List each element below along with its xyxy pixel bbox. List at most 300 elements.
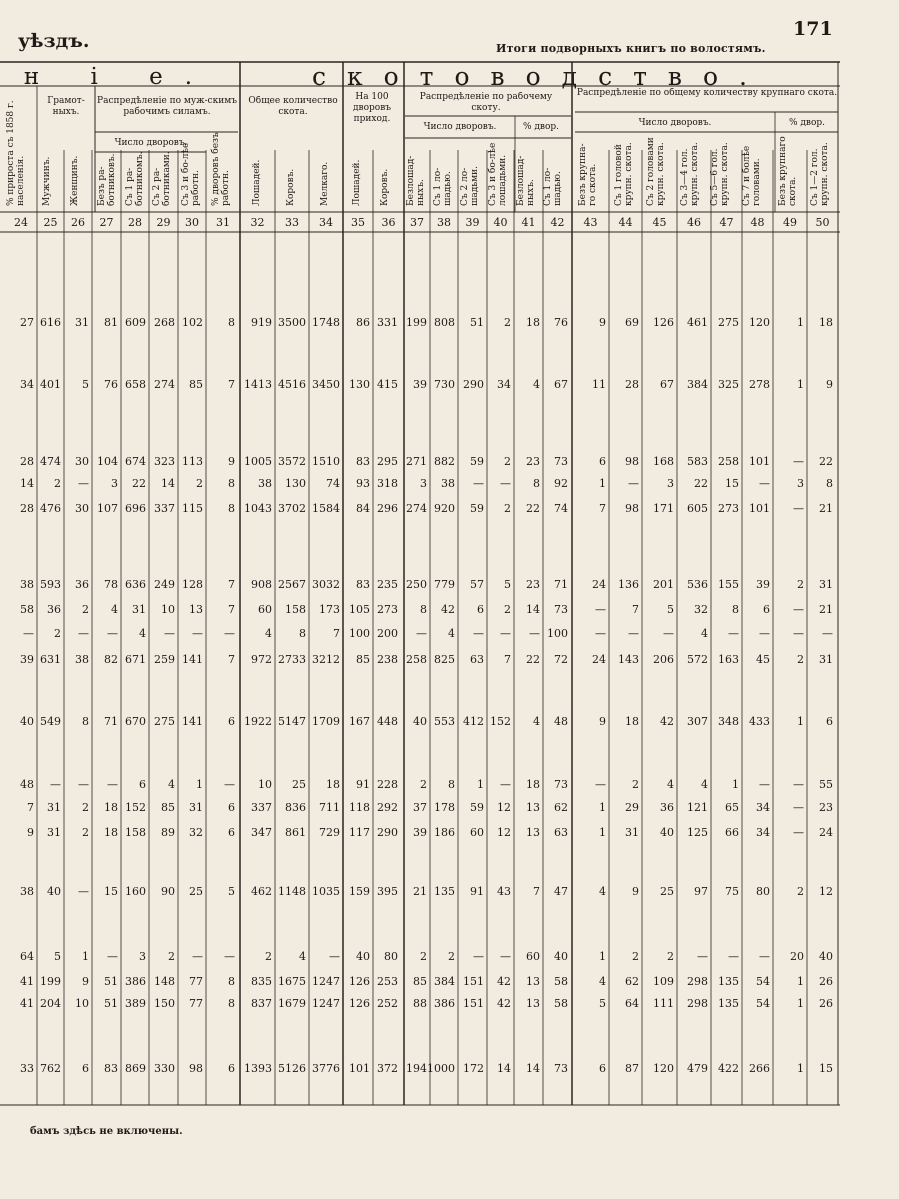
header-two-horses: Съ 2 ло-шадьми. [460, 165, 480, 206]
table-cell: 4 [139, 627, 146, 640]
header-no-cattle: Безъ крупна-го скота. [578, 143, 598, 206]
table-cell: 6 [599, 455, 606, 468]
table-cell: 26 [819, 997, 833, 1010]
table-cell: 730 [434, 378, 455, 391]
table-cell: 34 [20, 378, 34, 391]
table-cell: — [107, 627, 118, 640]
table-cell: 1709 [312, 715, 340, 728]
table-cell: 2 [632, 950, 639, 963]
table-cell: 23 [526, 455, 540, 468]
table-cell: 14 [526, 603, 540, 616]
table-cell: 199 [40, 975, 61, 988]
table-cell: 100 [547, 627, 568, 640]
table-cell: 71 [554, 578, 568, 591]
table-cell: — [164, 627, 175, 640]
header-households-cattle: Число дворовъ. [638, 118, 712, 128]
table-cell: 26 [819, 975, 833, 988]
table-cell: 76 [554, 316, 568, 329]
table-cell: 89 [161, 826, 175, 839]
table-cell: — [192, 950, 203, 963]
table-cell: 28 [20, 502, 34, 515]
header-households-count: Число дворовъ. [114, 138, 188, 148]
table-cell: — [500, 950, 511, 963]
table-cell: 64 [20, 950, 34, 963]
table-cell: 12 [497, 826, 511, 839]
table-cell: 42 [497, 997, 511, 1010]
table-cell: — [663, 627, 674, 640]
table-cell: 2 [504, 316, 511, 329]
table-cell: — [793, 455, 804, 468]
table-cell: 331 [377, 316, 398, 329]
table-cell: 8 [82, 715, 89, 728]
table-cell: 837 [251, 997, 272, 1010]
table-cell: 18 [104, 826, 118, 839]
table-cell: 39 [413, 826, 427, 839]
table-cell: 636 [125, 578, 146, 591]
page-number: 171 [793, 18, 833, 40]
table-cell: 389 [125, 997, 146, 1010]
table-cell: 22 [819, 455, 833, 468]
table-cell: 74 [554, 502, 568, 515]
table-cell: 835 [251, 975, 272, 988]
table-cell: 72 [554, 653, 568, 666]
table-cell: 83 [356, 578, 370, 591]
table-cell: — [697, 950, 708, 963]
table-cell: 5 [504, 578, 511, 591]
table-cell: 201 [653, 578, 674, 591]
table-cell: 54 [756, 975, 770, 988]
table-cell: 882 [434, 455, 455, 468]
table-cell: 141 [182, 653, 203, 666]
table-cell: 779 [434, 578, 455, 591]
header-cows: Коровъ. [286, 168, 296, 206]
table-cell: 30 [75, 455, 89, 468]
table-cell: — [78, 885, 89, 898]
table-cell: 83 [356, 455, 370, 468]
header-literate: Грамот-ныхъ. [47, 96, 85, 117]
table-cell: — [500, 627, 511, 640]
table-cell: 3 [420, 477, 427, 490]
table-cell: 14 [497, 1062, 511, 1075]
table-cell: 97 [694, 885, 708, 898]
table-cell: 115 [182, 502, 203, 515]
table-cell: — [595, 627, 606, 640]
table-cell: 23 [819, 801, 833, 814]
table-cell: 151 [463, 975, 484, 988]
table-cell: 206 [653, 653, 674, 666]
table-cell: — [473, 950, 484, 963]
table-cell: 1510 [312, 455, 340, 468]
table-cell: 18 [526, 316, 540, 329]
table-cell: 12 [819, 885, 833, 898]
table-cell: 77 [189, 975, 203, 988]
header-pct-no-workers: % дворовъ безъ работн. [211, 132, 231, 206]
table-cell: — [500, 778, 511, 791]
table-cell: 125 [687, 826, 708, 839]
table-cell: 9 [599, 715, 606, 728]
table-cell: 31 [47, 826, 61, 839]
table-cell: 2 [797, 653, 804, 666]
table-cell: 290 [377, 826, 398, 839]
table-cell: 18 [326, 778, 340, 791]
header-pct-one-horse: Съ 1 ло-шадью. [543, 167, 563, 206]
table-cell: 32 [189, 826, 203, 839]
table-cell: 1 [797, 975, 804, 988]
table-cell: 238 [377, 653, 398, 666]
table-cell: 158 [125, 826, 146, 839]
column-number: 32 [250, 216, 265, 229]
table-cell: 919 [251, 316, 272, 329]
table-cell: 80 [384, 950, 398, 963]
table-cell: 2 [504, 502, 511, 515]
table-cell: 31 [819, 653, 833, 666]
table-cell: 66 [725, 826, 739, 839]
table-cell: 295 [377, 455, 398, 468]
table-cell: — [192, 627, 203, 640]
table-cell: 476 [40, 502, 61, 515]
table-cell: 30 [75, 502, 89, 515]
table-cell: 75 [725, 885, 739, 898]
table-cell: 38 [20, 885, 34, 898]
column-number: 42 [550, 216, 565, 229]
table-cell: 235 [377, 578, 398, 591]
table-cell: 1584 [312, 502, 340, 515]
table-cell: 51 [104, 997, 118, 1010]
district-header: уѣздъ. [18, 30, 90, 52]
table-cell: 609 [125, 316, 146, 329]
table-cell: 4 [168, 778, 175, 791]
table-cell: 73 [554, 778, 568, 791]
table-cell: 278 [749, 378, 770, 391]
table-cell: 259 [154, 653, 175, 666]
table-cell: 616 [40, 316, 61, 329]
table-cell: 155 [718, 578, 739, 591]
table-cell: 31 [75, 316, 89, 329]
page-title: Итоги подворныхъ книгъ по волостямъ. [496, 42, 766, 55]
header-horses: Лошадей. [252, 159, 262, 206]
table-cell: 130 [349, 378, 370, 391]
table-cell: 3572 [278, 455, 306, 468]
table-cell: 2 [448, 950, 455, 963]
table-cell: 171 [653, 502, 674, 515]
table-cell: 4 [667, 778, 674, 791]
column-number: 30 [185, 216, 199, 229]
table-cell: 1247 [312, 975, 340, 988]
table-cell: 27 [20, 316, 34, 329]
table-cell: 3 [797, 477, 804, 490]
table-cell: — [224, 950, 235, 963]
table-cell: 128 [182, 578, 203, 591]
table-cell: — [793, 778, 804, 791]
table-cell: 274 [406, 502, 427, 515]
table-cell: 7 [599, 502, 606, 515]
table-cell: 4 [599, 975, 606, 988]
table-cell: 422 [718, 1062, 739, 1075]
table-cell: 325 [718, 378, 739, 391]
header-no-horse: Безлошад-ныхъ. [406, 155, 426, 206]
table-cell: 136 [618, 578, 639, 591]
table-cell: 13 [526, 997, 540, 1010]
table-cell: 8 [228, 502, 235, 515]
table-cell: 38 [20, 578, 34, 591]
table-cell: 90 [161, 885, 175, 898]
table-cell: 47 [554, 885, 568, 898]
table-cell: 3776 [312, 1062, 340, 1075]
table-cell: 258 [718, 455, 739, 468]
header-one-horse: Съ 1 ло-шадью. [433, 167, 453, 206]
table-cell: 55 [819, 778, 833, 791]
header-two-cattle: Съ 2 головами крупн. скота. [646, 137, 666, 206]
table-cell: 45 [756, 653, 770, 666]
table-cell: 135 [434, 885, 455, 898]
header-two-workers: Съ 2 ра-ботниками. [152, 151, 172, 206]
table-cell: 8 [228, 477, 235, 490]
table-cell: 38 [258, 477, 272, 490]
table-cell: 323 [154, 455, 175, 468]
table-cell: 59 [470, 455, 484, 468]
table-cell: 40 [413, 715, 427, 728]
table-cell: 40 [819, 950, 833, 963]
table-cell: 972 [251, 653, 272, 666]
table-cell: 433 [749, 715, 770, 728]
table-cell: 1 [732, 778, 739, 791]
header-total-livestock: Общее количество скота. [248, 96, 338, 117]
table-cell: 8 [228, 316, 235, 329]
header-men: Мужчинъ. [42, 156, 52, 206]
header-horses-per-100: Лошадей. [352, 159, 362, 206]
header-pct-dvor: % двор. [522, 122, 560, 132]
table-cell: 21 [819, 603, 833, 616]
table-cell: 1148 [278, 885, 306, 898]
table-cell: 4 [701, 627, 708, 640]
table-cell: 5 [667, 603, 674, 616]
table-cell: 631 [40, 653, 61, 666]
table-cell: 31 [819, 578, 833, 591]
table-cell: — [628, 627, 639, 640]
table-cell: 78 [104, 578, 118, 591]
table-cell: 28 [20, 455, 34, 468]
table-cell: 186 [434, 826, 455, 839]
table-cell: 330 [154, 1062, 175, 1075]
table-cell: 38 [441, 477, 455, 490]
table-cell: 77 [189, 997, 203, 1010]
table-cell: — [224, 778, 235, 791]
table-cell: 298 [687, 997, 708, 1010]
column-number: 49 [783, 216, 797, 229]
table-cell: 42 [441, 603, 455, 616]
table-cell: 6 [477, 603, 484, 616]
table-cell: 85 [161, 801, 175, 814]
table-cell: 24 [819, 826, 833, 839]
table-cell: 135 [718, 997, 739, 1010]
table-cell: 10 [258, 778, 272, 791]
table-cell: 401 [40, 378, 61, 391]
table-cell: 1 [599, 801, 606, 814]
table-cell: — [793, 826, 804, 839]
table-cell: 28 [625, 378, 639, 391]
table-cell: 1922 [244, 715, 272, 728]
table-cell: 23 [526, 578, 540, 591]
table-cell: 22 [526, 653, 540, 666]
table-cell: 13 [526, 975, 540, 988]
table-cell: 9 [228, 455, 235, 468]
table-cell: — [595, 778, 606, 791]
table-cell: 152 [490, 715, 511, 728]
table-cell: 2 [196, 477, 203, 490]
table-cell: 4 [299, 950, 306, 963]
table-cell: 120 [653, 1062, 674, 1075]
table-cell: — [759, 778, 770, 791]
table-cell: 40 [20, 715, 34, 728]
table-cell: 121 [687, 801, 708, 814]
table-cell: 105 [349, 603, 370, 616]
table-cell: 7 [228, 653, 235, 666]
table-cell: 1 [196, 778, 203, 791]
table-cell: 553 [434, 715, 455, 728]
table-cell: 14 [20, 477, 34, 490]
column-number: 34 [319, 216, 333, 229]
table-cell: 65 [725, 801, 739, 814]
table-cell: — [529, 627, 540, 640]
table-cell: 2 [82, 801, 89, 814]
table-cell: 64 [625, 997, 639, 1010]
table-cell: 593 [40, 578, 61, 591]
table-cell: 57 [470, 578, 484, 591]
header-one-worker: Съ 1 ра-ботникомъ. [125, 151, 145, 206]
table-cell: 253 [377, 975, 398, 988]
header-pct-one-two-cattle: Съ 1—2 гол. крупн. скота. [810, 142, 830, 206]
column-number: 28 [128, 216, 142, 229]
table-cell: 84 [356, 502, 370, 515]
table-cell: 178 [434, 801, 455, 814]
table-cell: 6 [763, 603, 770, 616]
table-cell: 58 [554, 975, 568, 988]
table-cell: 51 [470, 316, 484, 329]
table-cell: — [473, 477, 484, 490]
table-cell: 6 [228, 826, 235, 839]
table-cell: — [728, 627, 739, 640]
header-work-distribution: Распредѣленіе по рабочему скоту. [419, 92, 553, 113]
column-number: 41 [521, 216, 536, 229]
table-cell: 58 [554, 997, 568, 1010]
table-cell: 6 [228, 715, 235, 728]
table-cell: 2 [54, 627, 61, 640]
table-cell: 290 [463, 378, 484, 391]
header-labor-distribution: Распредѣленіе по муж-скимъ рабочимъ силамъ. [97, 96, 237, 117]
table-cell: 102 [182, 316, 203, 329]
table-cell: 6 [228, 801, 235, 814]
table-cell: 34 [756, 801, 770, 814]
table-cell: 62 [554, 801, 568, 814]
table-cell: 73 [554, 1062, 568, 1075]
header-households-work: Число дворовъ. [423, 122, 497, 132]
table-cell: 21 [819, 502, 833, 515]
table-cell: 8 [826, 477, 833, 490]
table-cell: 101 [349, 1062, 370, 1075]
table-cell: — [50, 778, 61, 791]
table-cell: 60 [258, 603, 272, 616]
table-cell: 7 [333, 627, 340, 640]
table-cell: 268 [154, 316, 175, 329]
column-number: 27 [99, 216, 114, 229]
table-cell: 5 [54, 950, 61, 963]
table-cell: — [793, 502, 804, 515]
table-cell: 10 [161, 603, 175, 616]
table-cell: 9 [82, 975, 89, 988]
table-cell: 76 [104, 378, 118, 391]
table-cell: 101 [749, 502, 770, 515]
table-cell: 908 [251, 578, 272, 591]
table-cell: 1393 [244, 1062, 272, 1075]
table-cell: 11 [592, 378, 606, 391]
table-cell: 24 [592, 578, 606, 591]
table-cell: 7 [504, 653, 511, 666]
table-cell: 85 [413, 975, 427, 988]
table-cell: 4 [448, 627, 455, 640]
header-growth: % прироста съ 1858 г. населенія. [6, 100, 26, 206]
table-cell: 605 [687, 502, 708, 515]
column-number: 29 [156, 216, 171, 229]
table-cell: 4 [701, 778, 708, 791]
table-cell: 98 [625, 455, 639, 468]
table-cell: 126 [349, 975, 370, 988]
table-cell: 3702 [278, 502, 306, 515]
header-cattle-distribution: Распредѣленіе по общему количеству крупнаго скота. [576, 88, 838, 98]
table-cell: 337 [251, 801, 272, 814]
table-cell: 2 [265, 950, 272, 963]
table-cell: 1 [599, 950, 606, 963]
table-cell: 4 [533, 378, 540, 391]
table-cell: 307 [687, 715, 708, 728]
table-cell: 7 [632, 603, 639, 616]
table-cell: 6 [82, 1062, 89, 1075]
table-cell: 120 [749, 316, 770, 329]
table-cell: 2 [797, 885, 804, 898]
table-cell: 386 [125, 975, 146, 988]
table-cell: 2 [82, 826, 89, 839]
table-cell: 572 [687, 653, 708, 666]
table-cell: 3 [111, 477, 118, 490]
table-cell: 200 [377, 627, 398, 640]
table-cell: 9 [632, 885, 639, 898]
table-cell: 38 [75, 653, 89, 666]
table-cell: 158 [285, 603, 306, 616]
table-cell: 59 [470, 502, 484, 515]
table-cell: 48 [20, 778, 34, 791]
table-cell: 2567 [278, 578, 306, 591]
table-cell: 228 [377, 778, 398, 791]
table-cell: 8 [228, 975, 235, 988]
table-cell: 1 [797, 378, 804, 391]
table-cell: 696 [125, 502, 146, 515]
table-cell: 273 [718, 502, 739, 515]
table-cell: — [759, 950, 770, 963]
table-cell: 15 [104, 885, 118, 898]
table-cell: 4 [599, 885, 606, 898]
table-cell: — [793, 627, 804, 640]
table-cell: 40 [47, 885, 61, 898]
table-cell: 98 [189, 1062, 203, 1075]
table-cell: 143 [618, 653, 639, 666]
table-cell: 2733 [278, 653, 306, 666]
table-cell: 271 [406, 455, 427, 468]
table-cell: 479 [687, 1062, 708, 1075]
table-cell: 8 [299, 627, 306, 640]
table-cell: 1 [599, 826, 606, 839]
table-cell: 118 [349, 801, 370, 814]
table-cell: 126 [653, 316, 674, 329]
table-cell: 43 [497, 885, 511, 898]
